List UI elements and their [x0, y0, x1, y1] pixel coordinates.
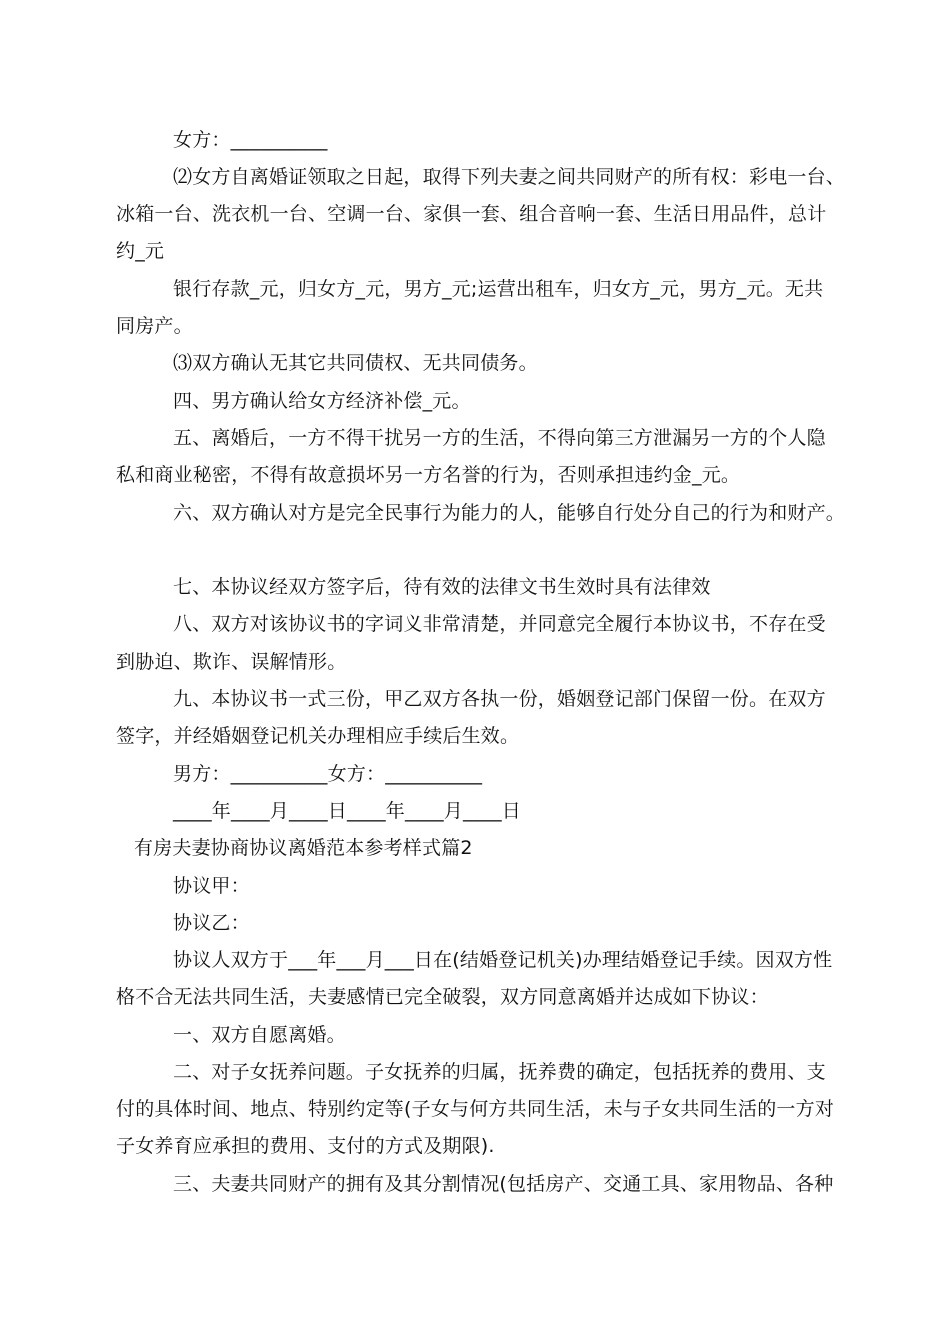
bank-deposit-line-1: 银行存款_元，归女方_元，男方_元;运营出租车，归女方_元，男方_元。无共	[173, 278, 824, 300]
section-9-line-2: 签字，并经婚姻登记机关办理相应手续后生效。	[116, 725, 520, 747]
section-5-line-2: 私和商业秘密，不得有故意损坏另一方名誉的行为，否则承担违约金_元。	[116, 464, 741, 486]
party-a-line: 协议甲：	[173, 875, 250, 897]
clause-3-line: ⑶双方确认无其它共同债权、无共同债务。	[173, 352, 538, 374]
section-6-line: 六、双方确认对方是完全民事行为能力的人，能够自行处分自己的行为和财产。	[173, 502, 846, 524]
section-8-line-2: 到胁迫、欺诈、误解情形。	[116, 651, 347, 673]
date-line: ____年____月____日____年____月____日	[173, 800, 522, 822]
section-5-line-1: 五、离婚后，一方不得干扰另一方的生活，不得向第三方泄漏另一方的个人隐	[173, 427, 826, 449]
article-1-line: 一、双方自愿离婚。	[173, 1024, 346, 1046]
article-2-line-2: 付的具体时间、地点、特别约定等(子女与何方共同生活，未与子女共同生活的一方对	[116, 1098, 835, 1120]
clause-2-line-1: ⑵女方自离婚证领取之日起，取得下列夫妻之间共同财产的所有权：彩电一台、	[173, 166, 846, 188]
article-2-line-1: 二、对子女抚养问题。子女抚养的归属，抚养费的确定，包括抚养的费用、支	[173, 1061, 826, 1083]
article-3-line-1: 三、夫妻共同财产的拥有及其分割情况(包括房产、交通工具、家用物品、各种	[173, 1173, 834, 1195]
preamble-line-2: 格不合无法共同生活，夫妻感情已完全破裂，双方同意离婚并达成如下协议：	[116, 986, 769, 1008]
clause-2-line-2: 冰箱一台、洗衣机一台、空调一台、家俱一套、组合音响一套、生活日用品件，总计	[116, 203, 827, 225]
preamble-line-1: 协议人双方于___年___月___日在(结婚登记机关)办理结婚登记手续。因双方性	[173, 949, 833, 971]
article-2-line-3: 子女养育应承担的费用、支付的方式及期限).	[116, 1135, 495, 1157]
clause-2-line-3: 约_元	[116, 240, 165, 262]
party-b-line: 协议乙：	[173, 912, 250, 934]
section-title: 有房夫妻协商协议离婚范本参考样式篇2	[134, 837, 473, 859]
section-7-line: 七、本协议经双方签字后，待有效的法律文书生效时具有法律效	[173, 576, 711, 598]
bank-deposit-line-2: 同房产。	[116, 315, 193, 337]
female-signature-line: 女方：__________	[173, 129, 328, 151]
section-4-line: 四、男方确认给女方经济补偿_元。	[173, 390, 471, 412]
section-8-line-1: 八、双方对该协议书的字词义非常清楚，并同意完全履行本协议书，不存在受	[173, 613, 826, 635]
signature-line: 男方：__________女方：__________	[173, 763, 483, 785]
section-9-line-1: 九、本协议书一式三份，甲乙双方各执一份，婚姻登记部门保留一份。在双方	[173, 688, 826, 710]
